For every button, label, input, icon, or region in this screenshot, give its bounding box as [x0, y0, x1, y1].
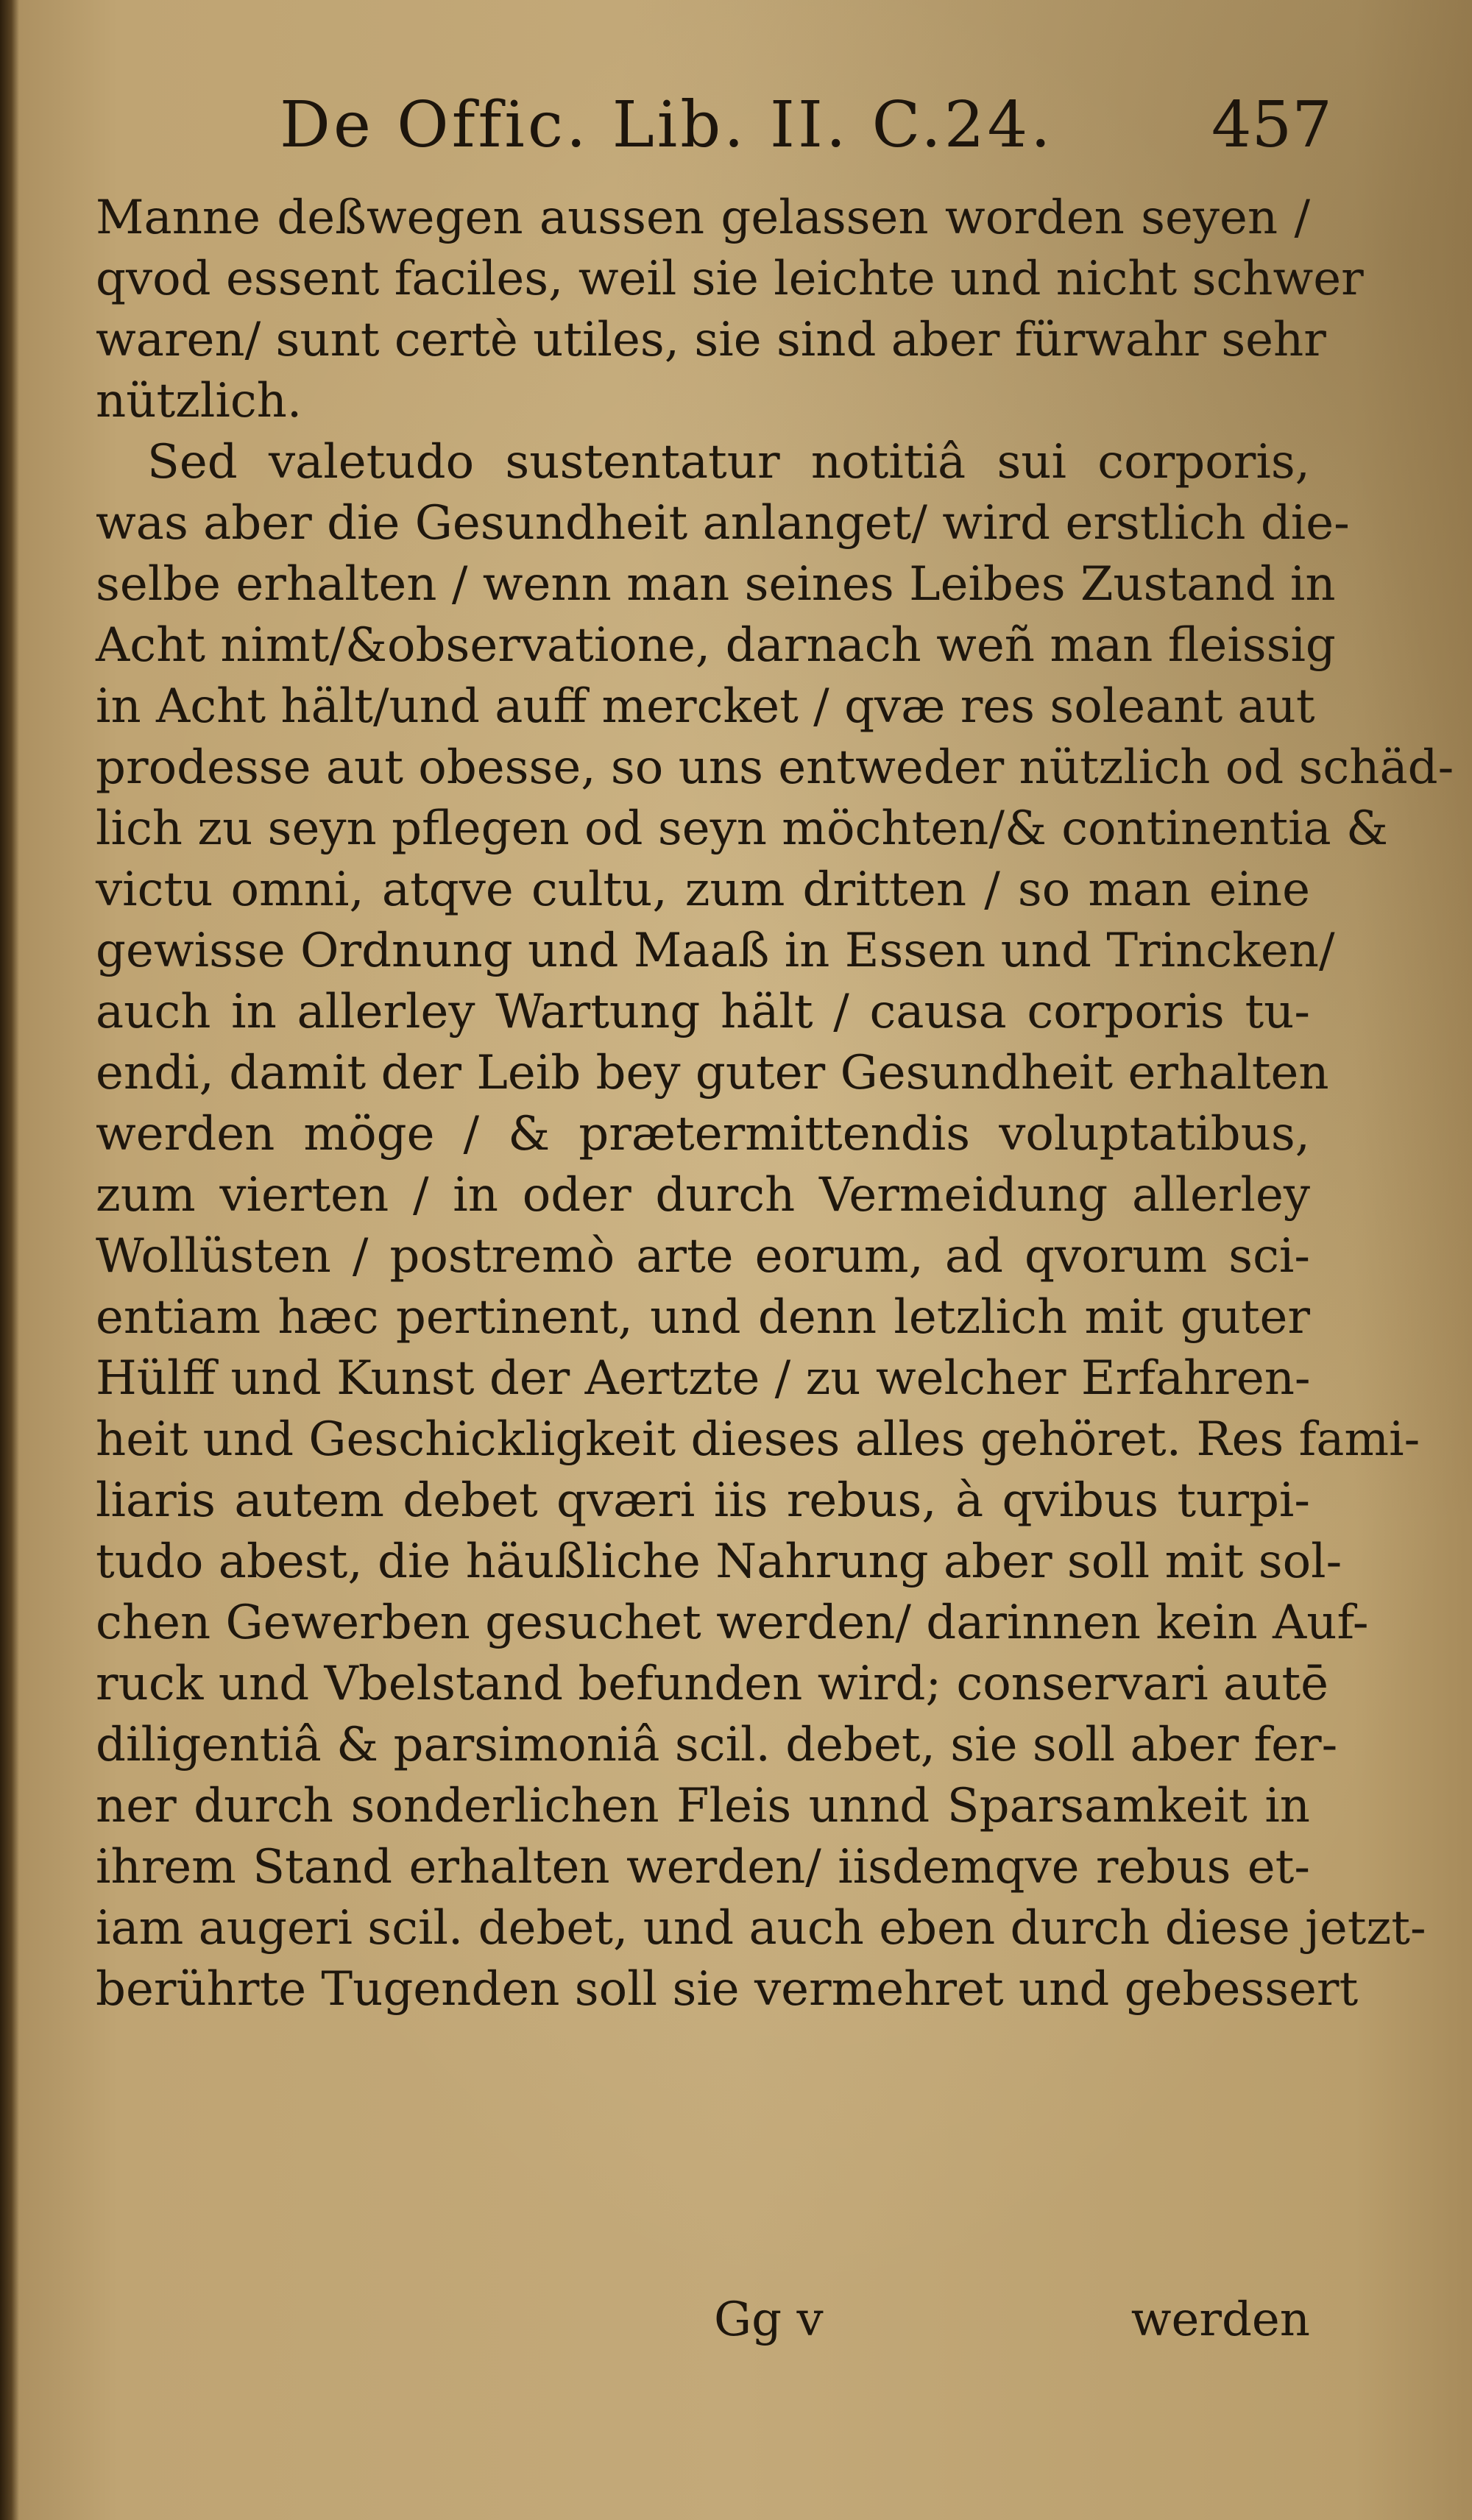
page-header — [280, 88, 1332, 169]
text-line: ihrem Stand erhalten werden/ iisdemqve rebus et- — [96, 1840, 1310, 1894]
signature-mark: Gg v — [714, 2293, 824, 2347]
text-line: auch in allerley Wartung hält / causa corporis tu- — [96, 985, 1310, 1039]
text-line: gewisse Ordnung und Maaß in Essen und Trincken/ — [96, 924, 1335, 978]
text-line: Wollüsten / postremò arte eorum, ad qvorum sci- — [96, 1229, 1310, 1284]
text-line: Manne deßwegen aussen gelassen worden seyen / — [96, 191, 1310, 245]
text-line: entiam hæc pertinent, und denn letzlich mit guter — [96, 1290, 1310, 1345]
text-line: liaris autem debet qværi iis rebus, à qvibus turpi- — [96, 1473, 1310, 1528]
text-line: nützlich. — [96, 374, 302, 428]
text-line: qvod essent faciles, weil sie leichte und nicht schwer — [96, 252, 1364, 306]
text-line: diligentiâ & parsimoniâ scil. debet, sie soll aber fer- — [96, 1718, 1338, 1772]
text-line: ruck und Vbelstand befunden wird; conservari autē — [96, 1657, 1328, 1711]
text-line: berührte Tugenden soll sie vermehret und gebessert — [96, 1962, 1359, 2017]
page-footer — [96, 2293, 1310, 2359]
page-number: 457 — [1211, 88, 1332, 162]
text-line: iam augeri scil. debet, und auch eben durch diese jetzt- — [96, 1901, 1426, 1956]
body-text — [96, 188, 1454, 2020]
text-line: Hülff und Kunst der Aertzte / zu welcher Erfahren- — [96, 1351, 1311, 1406]
text-line: waren/ sunt certè utiles, sie sind aber fürwahr sehr — [96, 313, 1326, 367]
text-line: chen Gewerben gesuchet werden/ darinnen kein Auf- — [96, 1596, 1369, 1650]
text-line: was aber die Gesundheit anlanget/ wird erstlich die- — [96, 496, 1350, 551]
text-line: in Acht hält/und auff mercket / qvæ res soleant aut — [96, 679, 1315, 734]
text-line: Acht nimt/&observatione, darnach weñ man fleissig — [96, 618, 1336, 673]
text-line: endi, damit der Leib bey guter Gesundheit erhalten — [96, 1046, 1329, 1100]
text-line: lich zu seyn pflegen od seyn möchten/& continentia & — [96, 801, 1388, 856]
text-line: werden möge / & prætermittendis voluptatibus, — [96, 1107, 1310, 1161]
binding-edge — [0, 0, 19, 2520]
text-line: victu omni, atqve cultu, zum dritten / so man eine — [96, 863, 1310, 917]
text-line: Sed valetudo sustentatur notitiâ sui corporis, — [147, 435, 1310, 489]
text-line: zum vierten / in oder durch Vermeidung allerley — [96, 1168, 1310, 1222]
text-line: prodesse aut obesse, so uns entweder nützlich od schäd- — [96, 740, 1454, 795]
text-line: tudo abest, die häußliche Nahrung aber soll mit sol- — [96, 1535, 1342, 1589]
text-line: heit und Geschickligkeit dieses alles gehöret. Res fami- — [96, 1412, 1420, 1467]
running-title: De Offic. Lib. II. C.24. — [280, 88, 1054, 162]
catchword: werden — [1130, 2293, 1310, 2347]
text-line: selbe erhalten / wenn man seines Leibes Zustand in — [96, 557, 1336, 612]
text-line: ner durch sonderlichen Fleis unnd Sparsamkeit in — [96, 1779, 1310, 1833]
